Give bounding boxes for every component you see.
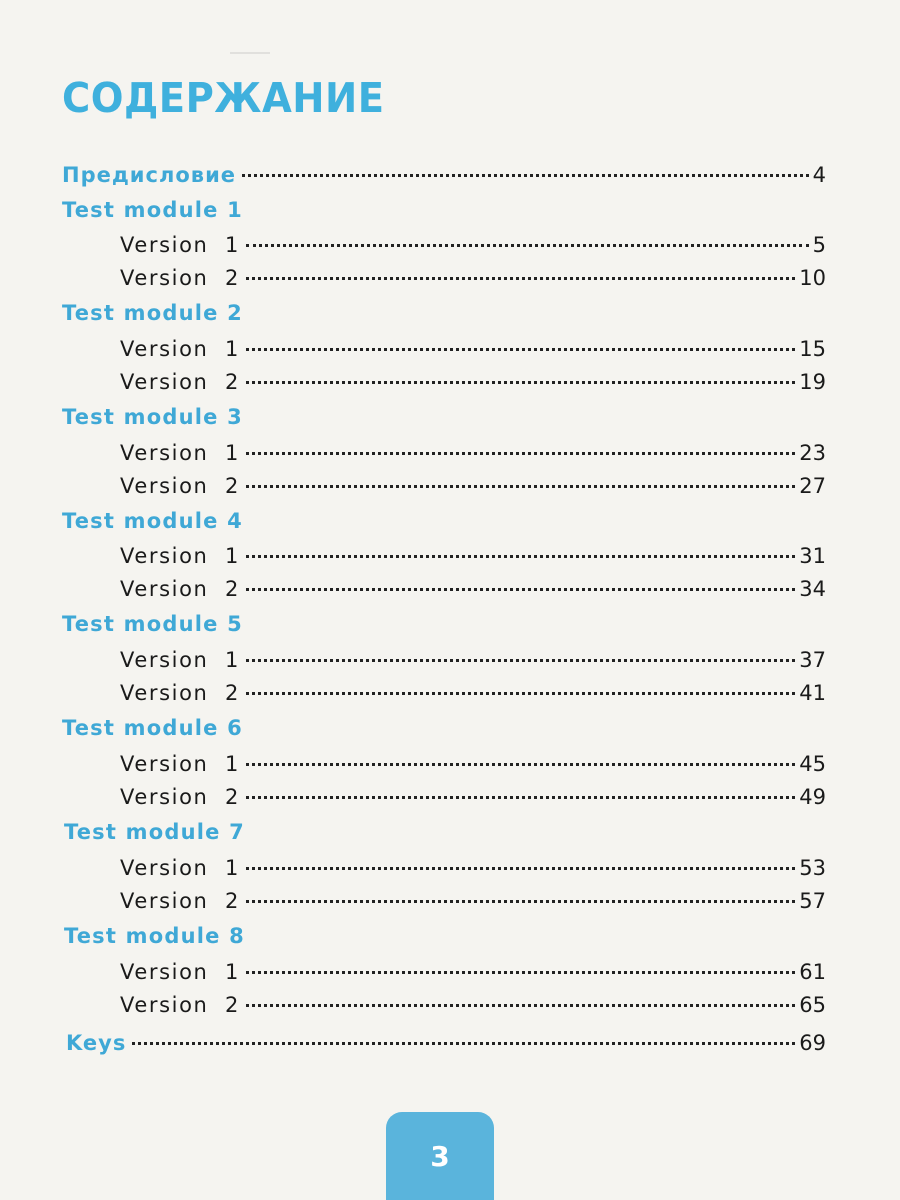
page-number: 3 (430, 1139, 450, 1173)
toc-entry-section[interactable] (66, 1028, 826, 1058)
toc-entry-page: 31 (799, 544, 826, 568)
toc-entry-label: Version 1 (120, 856, 240, 880)
toc-module-heading: Test module 4 (62, 509, 243, 533)
toc-entry-label: Version 2 (120, 474, 240, 498)
toc-entry-page: 19 (799, 370, 826, 394)
toc-entry-label: Keys (66, 1031, 127, 1055)
toc-entry-page: 23 (799, 441, 826, 465)
toc-entry-page: 69 (799, 1031, 826, 1055)
toc-entry-page: 27 (799, 474, 826, 498)
toc-entry-label: Version 2 (120, 681, 240, 705)
toc-entry-version[interactable] (120, 749, 826, 779)
dot-leader (246, 380, 795, 384)
dot-leader (246, 554, 795, 558)
toc-entry-version[interactable] (120, 782, 826, 812)
toc-entry-page: 61 (799, 960, 826, 984)
dot-leader (242, 173, 809, 177)
toc-entry-page: 15 (799, 337, 826, 361)
toc-entry-version[interactable] (120, 990, 826, 1020)
toc-entry-label: Version 2 (120, 993, 240, 1017)
toc-module-heading: Test module 3 (62, 405, 243, 429)
toc-module-heading: Test module 2 (62, 301, 243, 325)
toc-entry-label: Version 1 (120, 441, 240, 465)
toc-entry-label: Version 2 (120, 577, 240, 601)
toc-entry-label: Version 1 (120, 752, 240, 776)
toc-module-heading: Test module 8 (64, 924, 245, 948)
toc-entry-version[interactable] (120, 334, 826, 364)
dot-leader (246, 899, 795, 903)
toc-entry-version[interactable] (120, 645, 826, 675)
toc-entry-version[interactable] (120, 367, 826, 397)
dot-leader (246, 970, 795, 974)
toc-entry-label: Version 1 (120, 544, 240, 568)
dot-leader (246, 276, 795, 280)
toc-entry-version[interactable] (120, 957, 826, 987)
dot-leader (132, 1041, 795, 1045)
toc-entry-label: Version 2 (120, 785, 240, 809)
toc-entry-page: 65 (799, 993, 826, 1017)
toc-entry-version[interactable] (120, 438, 826, 468)
toc-entry-version[interactable] (120, 263, 826, 293)
dot-leader (246, 587, 795, 591)
page-title: СОДЕРЖАНИЕ (62, 74, 385, 122)
toc-entry-page: 45 (799, 752, 826, 776)
dot-leader (246, 762, 795, 766)
toc-module-heading: Test module 6 (62, 716, 243, 740)
toc-entry-page: 37 (799, 648, 826, 672)
dot-leader (246, 243, 809, 247)
toc-entry-label: Version 2 (120, 266, 240, 290)
toc-module-heading: Test module 7 (64, 820, 245, 844)
toc-entry-page: 34 (799, 577, 826, 601)
toc-entry-page: 49 (799, 785, 826, 809)
toc-entry-version[interactable] (120, 574, 826, 604)
toc-entry-version[interactable] (120, 678, 826, 708)
toc-entry-label: Version 1 (120, 960, 240, 984)
toc-entry-version[interactable] (120, 853, 826, 883)
dot-leader (246, 866, 795, 870)
toc-entry-page: 5 (812, 233, 826, 257)
toc-entry-page: 57 (799, 889, 826, 913)
dot-leader (246, 347, 795, 351)
dot-leader (246, 658, 795, 662)
toc-module-heading: Test module 1 (62, 198, 243, 222)
toc-entry-label: Version 2 (120, 889, 240, 913)
toc-entry-version[interactable] (120, 471, 826, 501)
dot-leader (246, 691, 795, 695)
dot-leader (246, 1003, 795, 1007)
toc-entry-label: Version 1 (120, 648, 240, 672)
dot-leader (246, 484, 795, 488)
toc-entry-version[interactable] (120, 886, 826, 916)
toc-entry-version[interactable] (120, 230, 826, 260)
toc-entry-page: 41 (799, 681, 826, 705)
page-top-mark (230, 52, 270, 54)
page-number-badge (386, 1112, 494, 1200)
toc-entry-section[interactable] (62, 160, 826, 190)
dot-leader (246, 451, 795, 455)
toc-entry-page: 4 (812, 163, 826, 187)
toc-entry-label: Version 1 (120, 337, 240, 361)
toc-module-heading: Test module 5 (62, 612, 243, 636)
dot-leader (246, 795, 795, 799)
toc-entry-label: Version 2 (120, 370, 240, 394)
toc-entry-page: 53 (799, 856, 826, 880)
toc-entry-label: Предисловие (62, 163, 237, 187)
toc-entry-label: Version 1 (120, 233, 240, 257)
toc-entry-version[interactable] (120, 541, 826, 571)
toc-entry-page: 10 (799, 266, 826, 290)
